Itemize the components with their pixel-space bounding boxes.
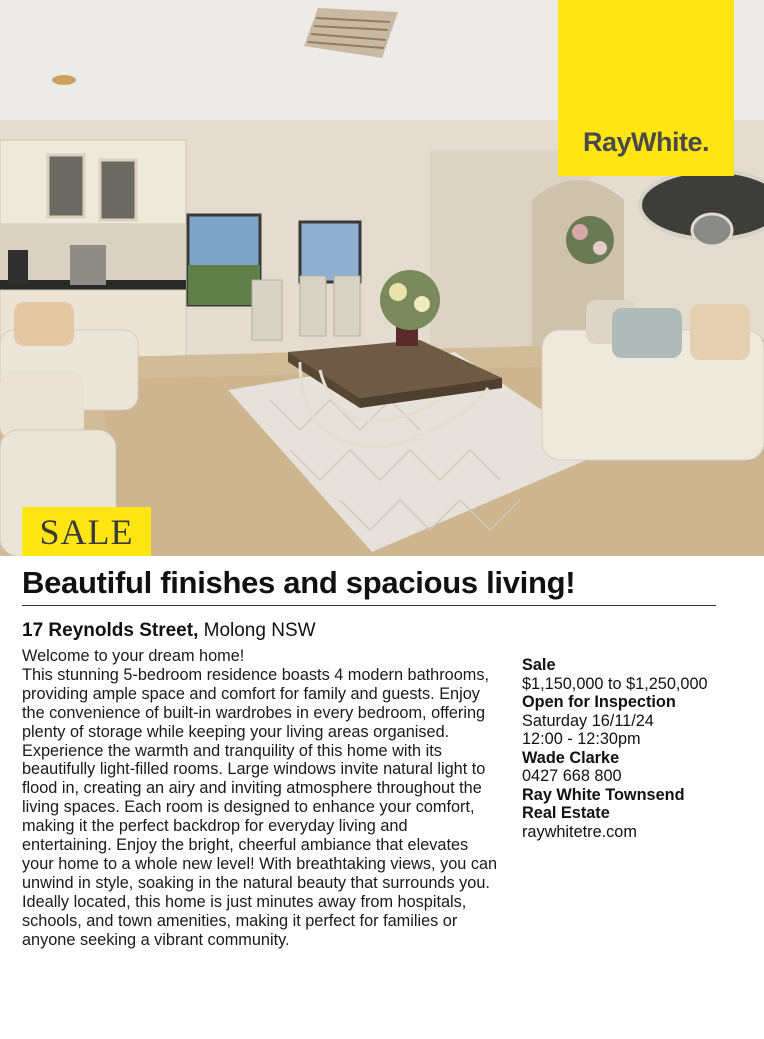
- suburb: Molong NSW: [203, 620, 316, 641]
- listing-address: [22, 620, 316, 642]
- sale-badge: [22, 507, 151, 556]
- street-address: 17 Reynolds Street,: [22, 620, 199, 641]
- price-range: $1,150,000 to $1,250,000: [522, 674, 708, 693]
- description-body: This stunning 5-bedroom residence boasts 4 modern bathrooms, providing ample space and comfort for family and guests. Enjoy the convenience of built-in wardrobes in every bedroom, offering plenty of storage while keeping your living areas organised. Experience the warmth and tranquility of this home with its beautifully light-filled rooms. Large windows invite natural light to flood in, creating an airy and inviting atmosphere throughout the living spaces. Each room is designed to enhance your comfort, making it the perfect backdrop for everyday living and entertaining. Enjoy the bright, cheerful ambiance that elevates your home to a whole new level! With breathtaking views, you can unwind in style, soaking in the natural beauty that surrounds you. Ideally located, this home is just minutes away from hospitals, schools, and town amenities, making it perfect for families or anyone seeking a vibrant community.: [22, 665, 498, 949]
- description-intro: Welcome to your dream home!: [22, 647, 245, 665]
- listing-headline: Beautiful finishes and spacious living!: [22, 565, 576, 600]
- agency-name-line2: Real Estate: [522, 804, 610, 822]
- agent-phone[interactable]: 0427 668 800: [522, 767, 622, 785]
- sale-badge-label: SALE: [39, 511, 134, 552]
- logo-text: RayWhite.: [582, 127, 710, 157]
- listing-description: [22, 647, 500, 950]
- agency-website-link[interactable]: raywhitetre.com: [522, 822, 637, 841]
- headline-divider: [22, 605, 716, 606]
- sale-label: Sale: [522, 656, 556, 674]
- inspection-label: Open for Inspection: [522, 693, 676, 711]
- agency-name-line1: Ray White Townsend: [522, 785, 685, 804]
- agent-name: Wade Clarke: [522, 748, 620, 767]
- inspection-time: 12:00 - 12:30pm: [522, 730, 641, 748]
- listing-details: [522, 656, 752, 841]
- ray-white-logo: [558, 0, 734, 176]
- inspection-date: Saturday 16/11/24: [522, 711, 654, 730]
